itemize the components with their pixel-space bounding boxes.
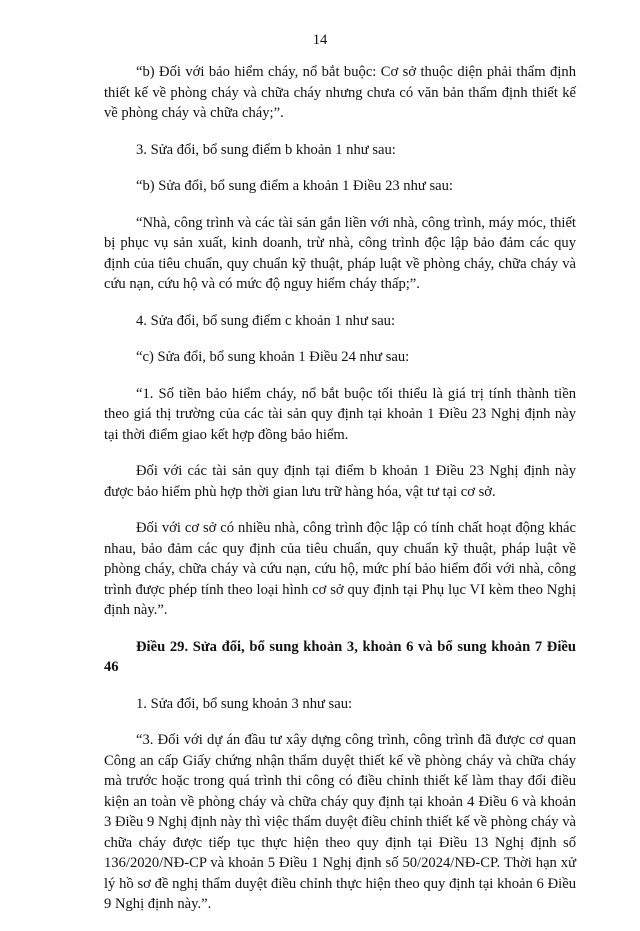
paragraph-insurance-point-b: “b) Đối với bảo hiểm cháy, nổ bắt buộc: Cơ sở thuộc diện phải thẩm định thiết kế về phòng cháy và chữa cháy nhưng chưa có văn bản thẩm định thiết kế về phòng cháy và chữa cháy;”. (104, 64, 576, 121)
paragraph-amend-item-3: 3. Sửa đổi, bổ sung điểm b khoản 1 như sau: (136, 141, 396, 158)
paragraph-article-29-item-1: 1. Sửa đổi, bổ sung khoản 3 như sau: (136, 695, 353, 712)
paragraph-amend-article-24-intro: “c) Sửa đổi, bổ sung khoản 1 Điều 24 như sau: (136, 349, 410, 365)
paragraph-article-23-point-a: “Nhà, công trình và các tài sản gắn liền với nhà, công trình, máy móc, thiết bị phục vụ sản xuất, kinh doanh, trừ nhà, công trình độc lập bảo đảm các quy định của tiêu chuẩn, quy chuẩn kỹ thuật, pháp luật về phòng cháy, chữa cháy và cứu nạn, cứu hộ và có mức độ nguy hiểm cháy thấp;”. (104, 214, 576, 292)
article-29-heading: Điều 29. Sửa đổi, bổ sung khoản 3, khoản 6 và bổ sung khoản 7 Điều 46 (104, 638, 576, 675)
document-body (104, 62, 576, 931)
paragraph-amend-item-4: 4. Sửa đổi, bổ sung điểm c khoản 1 như sau: (136, 312, 396, 329)
paragraph-amend-article-23-intro: “b) Sửa đổi, bổ sung điểm a khoản 1 Điều 23 như sau: (136, 178, 453, 194)
paragraph-article-24-multiple-buildings: Đối với cơ sở có nhiều nhà, công trình độc lập có tính chất hoạt động khác nhau, bảo đảm các quy định của tiêu chuẩn, quy chuẩn kỹ thuật, pháp luật về phòng cháy, chữa cháy và cứu nạn, cứu hộ, mức phí bảo hiểm đối với nhà, công trình được phép tính theo loại hình cơ sở quy định tại Phụ lục VI kèm theo Nghị định này.”. (104, 520, 576, 618)
paragraph-article-46-clause-3: “3. Đối với dự án đầu tư xây dựng công trình, công trình đã được cơ quan Công an cấp Giấy chứng nhận thẩm duyệt thiết kế về phòng cháy và chữa cháy mà trước hoặc trong quá trình thi công có điều chỉnh thiết kế làm thay đổi điều kiện an toàn về phòng cháy và chữa cháy quy định tại khoản 4 Điều 6 và khoản 3 Điều 9 Nghị định này thì việc thẩm duyệt điều chỉnh thiết kế về phòng cháy và chữa cháy được tiếp tục thực hiện theo quy định tại Điều 13 Nghị định số 136/2020/NĐ-CP và khoản 5 Điều 1 Nghị định số 50/2024/NĐ-CP. Thời hạn xử lý hồ sơ đề nghị thẩm duyệt điều chỉnh thực hiện theo quy định tại khoản 6 Điều 9 Nghị định này.”. (104, 732, 576, 912)
paragraph-article-24-clause-1: “1. Số tiền bảo hiểm cháy, nổ bắt buộc tối thiểu là giá trị tính thành tiền theo giá thị trường của các tài sản quy định tại khoản 1 Điều 23 Nghị định này tại thời điểm giao kết hợp đồng bảo hiểm. (104, 385, 576, 443)
paragraph-article-24-storage: Đối với các tài sản quy định tại điểm b khoản 1 Điều 23 Nghị định này được bảo hiểm phù hợp thời gian lưu trữ hàng hóa, vật tư tại cơ sở. (104, 463, 576, 500)
page-number: 14 (312, 32, 328, 48)
